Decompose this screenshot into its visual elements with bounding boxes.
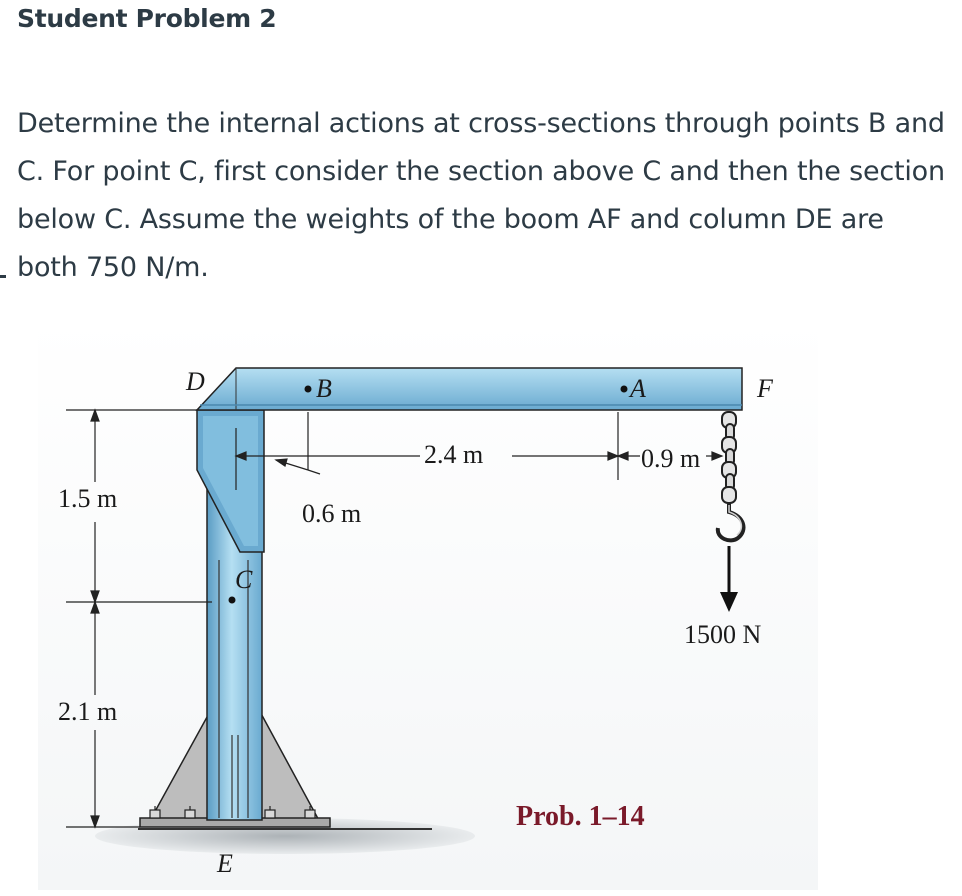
problem-statement: Determine the internal actions at cross-sections through points B and C. For point C, first consider the section above C and then the section below C. Assume the weights of the boom AF and column DE are both 750 N/m. — [17, 108, 945, 283]
dim-2-4: 2.4 m — [424, 440, 484, 469]
figure-caption: Prob. 1–14 — [516, 801, 645, 832]
dim-0-6: 0.6 m — [302, 499, 362, 528]
label-a: A — [630, 374, 646, 403]
label-f: F — [757, 374, 773, 403]
boom-af — [197, 368, 742, 410]
label-c: C — [235, 565, 253, 594]
label-d: D — [186, 367, 205, 396]
dim-2-1: 2.1 m — [58, 697, 118, 726]
load-label: 1500 N — [684, 620, 762, 649]
point-b-dot — [305, 386, 312, 393]
dim-0-9: 0.9 m — [641, 444, 701, 473]
label-b: B — [316, 374, 332, 403]
label-e: E — [217, 849, 233, 878]
point-c-dot — [229, 597, 236, 604]
point-a-dot — [621, 386, 628, 393]
dim-1-5: 1.5 m — [58, 484, 118, 513]
page-title: Student Problem 2 — [17, 4, 277, 33]
